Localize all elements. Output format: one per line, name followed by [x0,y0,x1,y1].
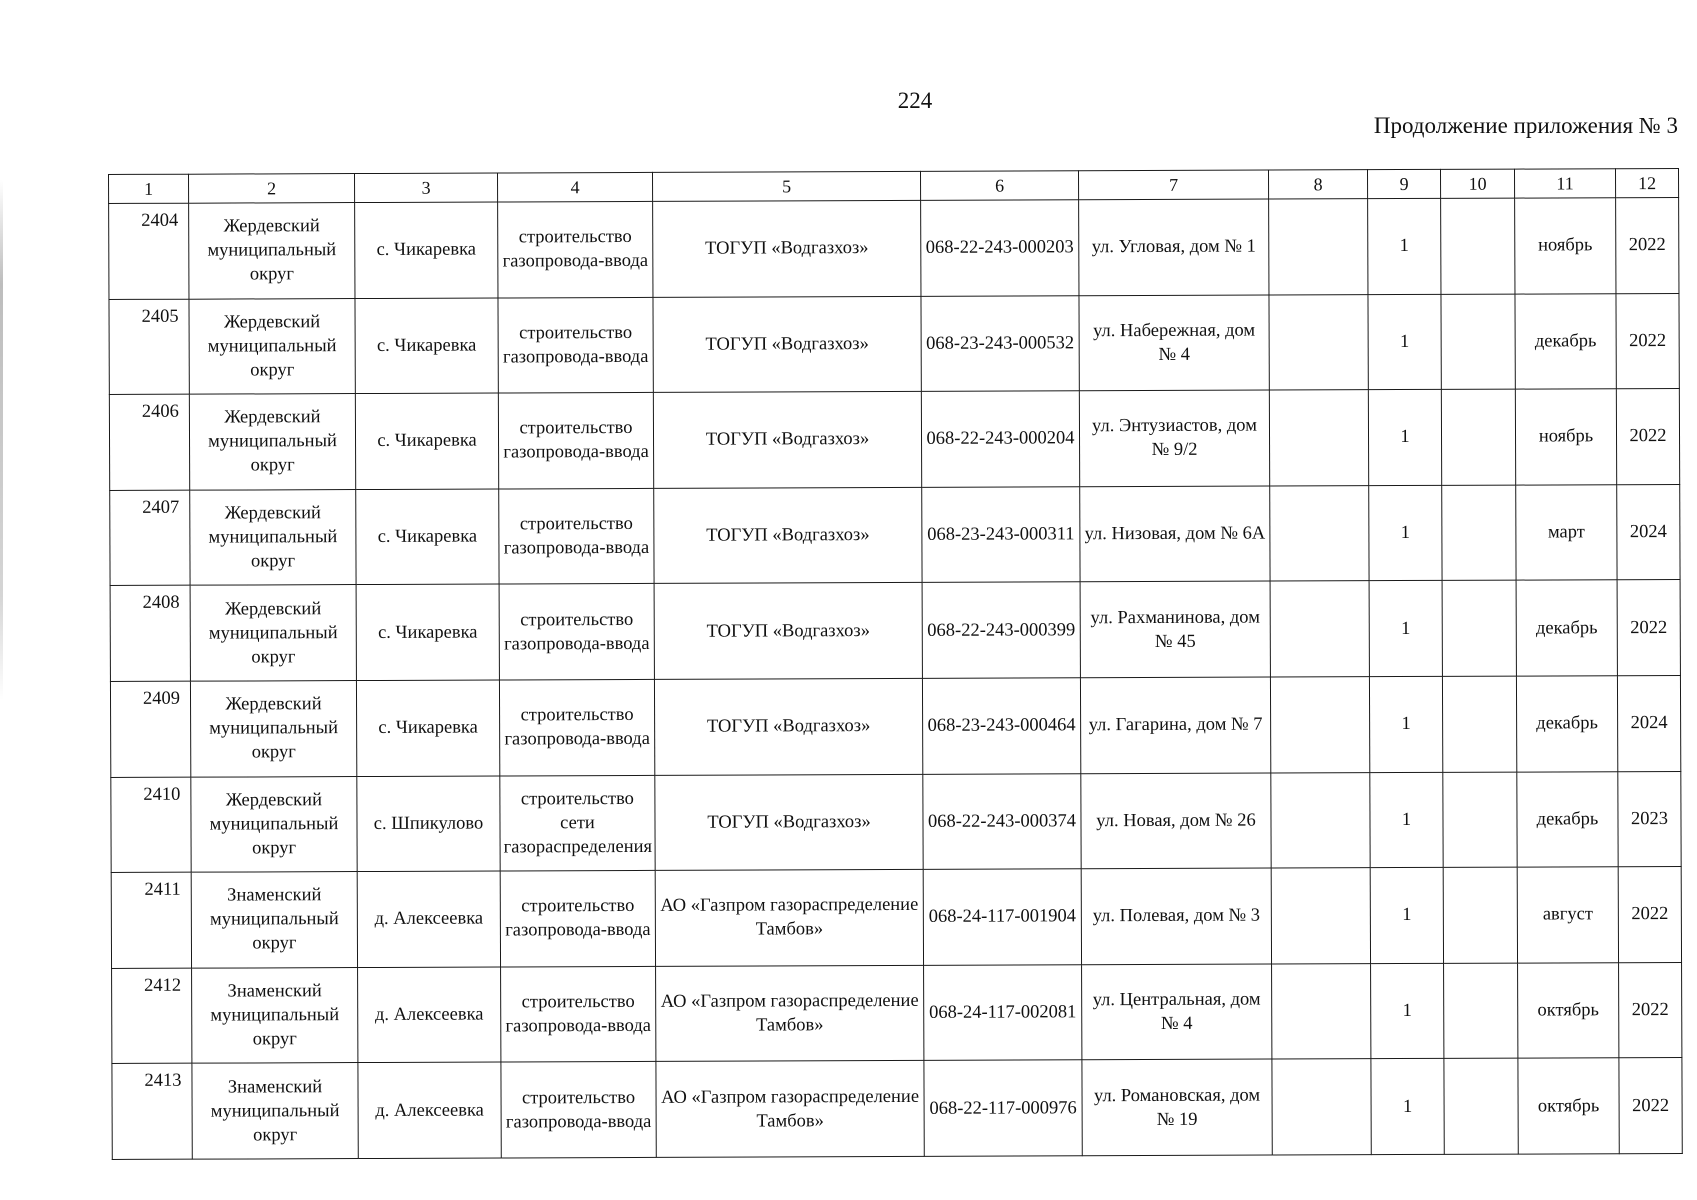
address-cell: ул. Гагарина, дом № 7 [1080,677,1270,773]
object-code-cell: 068-22-117-000976 [924,1060,1082,1156]
column-header: 8 [1268,170,1367,199]
settlement-cell: с. Чикаревка [355,298,498,394]
col10-cell [1442,580,1516,676]
column-header: 1 [109,174,189,203]
row-number: 2405 [109,299,189,395]
col8-cell [1271,772,1370,868]
column-header: 6 [920,171,1078,201]
object-code-cell: 068-24-117-002081 [924,965,1082,1061]
col8-cell [1270,485,1369,581]
settlement-cell: с. Шпикулово [357,776,500,872]
column-header: 4 [497,172,652,202]
object-code-cell: 068-23-243-000311 [922,487,1080,583]
quantity-cell: 1 [1369,676,1442,772]
quantity-cell: 1 [1369,485,1442,581]
quantity-cell: 1 [1370,772,1443,868]
table-row [111,867,1681,969]
row-number: 2406 [109,394,189,490]
col10-cell [1443,772,1517,868]
table-row [112,962,1682,1064]
row-number: 2408 [110,586,190,682]
row-number: 2404 [109,203,189,299]
organization-cell: ТОГУП «Водгазхоз» [654,487,922,584]
object-code-cell: 068-22-243-000399 [922,582,1080,678]
table-row [112,1058,1682,1160]
municipality-cell: Жердевский муниципальный округ [189,394,355,490]
work-type-cell: строительство газопровода-ввода [499,488,654,584]
col10-cell [1441,198,1515,294]
work-type-cell: строительство газопровода-ввода [500,871,655,967]
year-cell: 2023 [1618,771,1681,867]
municipality-cell: Жердевский муниципальный округ [190,681,356,777]
object-code-cell: 068-23-243-000532 [921,295,1079,391]
table-row [109,389,1679,491]
year-cell: 2022 [1619,962,1682,1058]
settlement-cell: с. Чикаревка [356,489,499,585]
table-body [109,197,1683,1159]
organization-cell: ТОГУП «Водгазхоз» [654,583,922,680]
month-cell: ноябрь [1515,389,1616,485]
continuation-label: Продолжение приложения № 3 [1373,113,1678,138]
settlement-cell: д. Алексеевка [358,967,501,1063]
column-header: 9 [1367,169,1440,198]
object-code-cell: 068-22-243-000203 [921,200,1079,296]
col8-cell [1272,963,1371,1059]
table-row [110,484,1680,586]
column-header: 10 [1440,169,1514,198]
address-cell: ул. Новая, дом № 26 [1081,773,1271,869]
organization-cell: ТОГУП «Водгазхоз» [655,774,923,871]
col10-cell [1443,867,1517,963]
municipality-cell: Жердевский муниципальный округ [189,203,355,299]
work-type-cell: строительство газопровода-ввода [499,679,654,775]
month-cell: март [1516,484,1617,580]
settlement-cell: с. Чикаревка [355,202,498,298]
month-cell: ноябрь [1515,198,1616,294]
col10-cell [1442,676,1516,772]
settlement-cell: с. Чикаревка [356,584,499,680]
work-type-cell: строительство газопровода-ввода [501,1062,656,1158]
year-cell: 2024 [1617,675,1680,771]
column-header: 12 [1615,168,1678,197]
table-row [110,580,1680,682]
organization-cell: ТОГУП «Водгазхоз» [654,678,922,775]
month-cell: декабрь [1515,293,1616,389]
month-cell: октябрь [1518,962,1619,1058]
municipality-cell: Жердевский муниципальный округ [190,585,356,681]
col10-cell [1444,963,1518,1059]
municipality-cell: Знаменский муниципальный округ [192,967,358,1063]
month-cell: август [1517,867,1618,963]
col8-cell [1269,199,1368,295]
municipality-cell: Знаменский муниципальный округ [191,872,357,968]
col8-cell [1269,294,1368,390]
address-cell: ул. Романовская, дом № 19 [1082,1059,1272,1155]
address-cell: ул. Набережная, дом № 4 [1079,295,1269,391]
table-row [109,293,1679,395]
col8-cell [1269,390,1368,486]
address-cell: ул. Угловая, дом № 1 [1079,199,1269,295]
table-row [110,675,1680,777]
column-header: 11 [1514,169,1615,198]
address-cell: ул. Рахманинова, дом № 45 [1080,581,1270,677]
address-cell: ул. Центральная, дом № 4 [1082,964,1272,1060]
organization-cell: АО «Газпром газораспределение Тамбов» [656,1061,924,1158]
row-number: 2412 [112,968,192,1064]
address-cell: ул. Низовая, дом № 6А [1080,486,1270,582]
organization-cell: ТОГУП «Водгазхоз» [653,392,921,489]
work-type-cell: строительство сети газораспределения [500,775,655,871]
quantity-cell: 1 [1368,198,1441,294]
column-header: 7 [1078,170,1268,200]
month-cell: декабрь [1516,580,1617,676]
address-cell: ул. Энтузиастов, дом № 9/2 [1079,390,1269,486]
table-row [111,771,1681,873]
month-cell: октябрь [1518,1058,1619,1154]
municipality-cell: Жердевский муниципальный округ [191,776,357,872]
quantity-cell: 1 [1369,581,1442,677]
year-cell: 2022 [1616,389,1679,485]
col8-cell [1271,868,1370,964]
scan-edge-shadow [0,180,3,700]
row-number: 2413 [112,1064,192,1160]
page-number: 224 [897,88,933,113]
settlement-cell: с. Чикаревка [356,680,499,776]
municipality-cell: Жердевский муниципальный округ [189,298,355,394]
work-type-cell: строительство газопровода-ввода [498,201,653,297]
quantity-cell: 1 [1371,963,1444,1059]
municipality-cell: Знаменский муниципальный округ [192,1063,358,1159]
year-cell: 2022 [1616,197,1679,293]
row-number: 2407 [110,490,190,586]
registry-table [108,168,1683,1160]
column-header: 3 [355,173,498,203]
settlement-cell: д. Алексеевка [358,1062,501,1158]
col8-cell [1272,1059,1371,1155]
column-header: 5 [652,171,920,201]
organization-cell: АО «Газпром газораспределение Тамбов» [655,870,923,967]
municipality-cell: Жердевский муниципальный округ [190,489,356,585]
work-type-cell: строительство газопровода-ввода [501,966,656,1062]
quantity-cell: 1 [1370,868,1443,964]
object-code-cell: 068-22-243-000374 [923,773,1081,869]
row-number: 2410 [111,777,191,873]
work-type-cell: строительство газопровода-ввода [498,297,653,393]
object-code-cell: 068-24-117-001904 [923,869,1081,965]
object-code-cell: 068-23-243-000464 [922,678,1080,774]
year-cell: 2022 [1617,580,1680,676]
column-header: 2 [189,174,355,204]
month-cell: декабрь [1517,771,1618,867]
row-number: 2411 [111,872,191,968]
row-number: 2409 [110,681,190,777]
settlement-cell: д. Алексеевка [357,871,500,967]
col8-cell [1270,677,1369,773]
col10-cell [1441,389,1515,485]
settlement-cell: с. Чикаревка [355,393,498,489]
year-cell: 2022 [1616,293,1679,389]
organization-cell: ТОГУП «Водгазхоз» [653,296,921,393]
year-cell: 2022 [1619,1058,1682,1154]
organization-cell: ТОГУП «Водгазхоз» [653,200,921,297]
month-cell: декабрь [1516,676,1617,772]
table-row [109,197,1679,299]
work-type-cell: строительство газопровода-ввода [499,584,654,680]
year-cell: 2024 [1617,484,1680,580]
quantity-cell: 1 [1368,294,1441,390]
year-cell: 2022 [1618,867,1681,963]
col10-cell [1442,485,1516,581]
col10-cell [1441,294,1515,390]
work-type-cell: строительство газопровода-ввода [498,393,653,489]
object-code-cell: 068-22-243-000204 [921,391,1079,487]
address-cell: ул. Полевая, дом № 3 [1081,868,1271,964]
organization-cell: АО «Газпром газораспределение Тамбов» [656,965,924,1062]
col10-cell [1444,1058,1518,1154]
quantity-cell: 1 [1368,390,1441,486]
col8-cell [1270,581,1369,677]
quantity-cell: 1 [1371,1059,1444,1155]
